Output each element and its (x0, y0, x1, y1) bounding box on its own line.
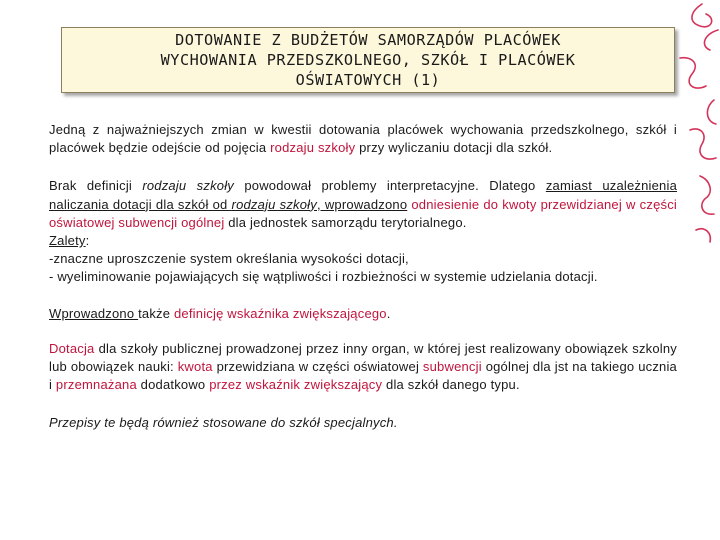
highlight-text: przemnażana (55, 377, 137, 393)
text: Jedną z najważniejszych zmian w kwestii dotowania placówek wychowania przedszkolnego, szkół i placówek będzie odejście od pojęcia (49, 122, 677, 156)
text: : (85, 233, 90, 249)
paragraph-4 (49, 340, 677, 395)
text: przy wyliczaniu dotacji dla szkół. (355, 140, 553, 156)
highlight-text: przez wskaźnik zwiększający (209, 377, 383, 393)
text: ogólnej dla jst na takiego ucznia i (49, 359, 677, 393)
text: Brak definicji (49, 178, 143, 194)
highlight-text: odniesienie do kwoty przewidzianej w części oświatowej subwencji ogólnej (49, 196, 677, 230)
highlight-text: subwencji (422, 359, 482, 375)
underlined-text: , wprowadzono (316, 196, 408, 212)
advantage-item-1: -znaczne uproszczenie system określania wysokości dotacji, (49, 251, 409, 267)
text: dodatkowo (136, 377, 210, 393)
text: dla jednostek samorządu terytorialnego. (224, 214, 467, 230)
text: także (138, 305, 174, 321)
title-line-3: OŚWIATOWYCH (1) (295, 71, 441, 89)
paragraph-2 (49, 177, 677, 286)
highlight-text: kwota (177, 359, 213, 375)
title-line-2: WYCHOWANIA PRZEDSZKOLNEGO, SZKÓŁ I PLACÓWEK (160, 51, 576, 69)
italic-text: rodzaju szkoły (142, 178, 235, 194)
advantages-label: Zalety (49, 233, 86, 249)
paragraph-5: Przepisy te będą również stosowane do szkół specjalnych. (49, 415, 398, 431)
title-line-1: DOTOWANIE Z BUDŻETÓW SAMORZĄDÓW PLACÓWEK (175, 31, 561, 49)
title-box (61, 27, 675, 93)
paragraph-3 (49, 305, 677, 323)
text: powodował problemy interpretacyjne. Dlatego (234, 178, 546, 194)
underlined-italic-text: rodzaju szkoły (231, 196, 317, 212)
text: . (386, 305, 391, 321)
text: dla szkoły publicznej prowadzonej przez inny organ, w której jest realizowany obowiązek szkolny lub obowiązek nauki: (49, 340, 677, 375)
highlight-text: Dotacja (49, 340, 95, 356)
underlined-text: Wprowadzono (49, 305, 139, 321)
underlined-text: zamiast uzależnienia naliczania dotacji dla szkół od (49, 178, 677, 212)
paragraph-1 (49, 121, 677, 157)
highlight-text: definicję wskaźnika zwiększającego (174, 305, 387, 321)
advantage-item-2: - wyeliminowanie pojawiających się wątpliwości i rozbieżności w systemie udzielania dotacji. (49, 269, 598, 285)
content-body (49, 121, 677, 433)
text: dla szkół danego typu. (382, 377, 520, 393)
highlight-text: rodzaju szkoły (270, 140, 356, 156)
text: przewidziana w części oświatowej (212, 359, 423, 375)
